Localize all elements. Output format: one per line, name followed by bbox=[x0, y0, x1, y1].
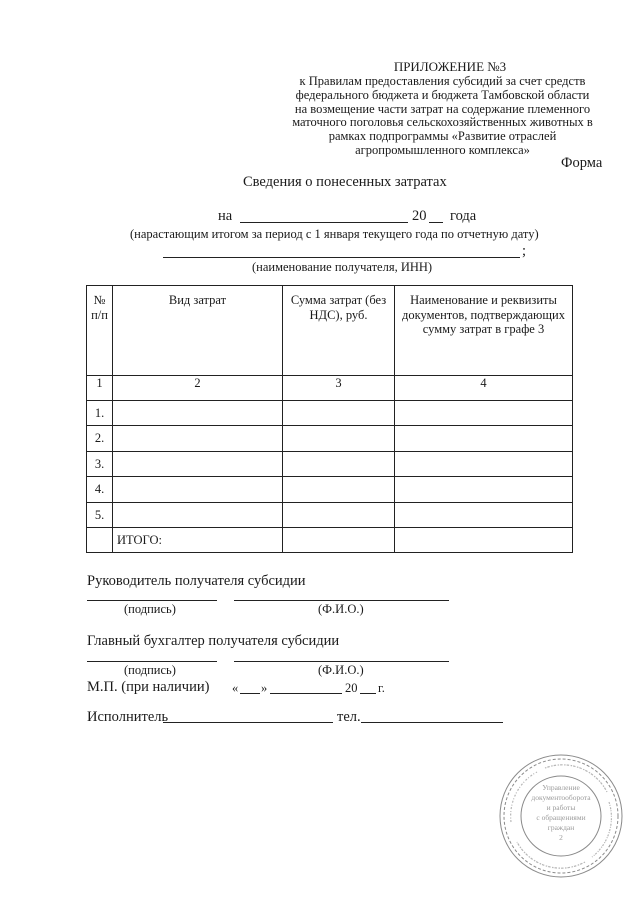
date-suffix: года bbox=[450, 208, 477, 224]
stamp-inner-line: Управление bbox=[542, 783, 580, 792]
amount-cell[interactable] bbox=[283, 426, 395, 452]
table-row bbox=[87, 477, 573, 503]
stamp-inner-line: с обращениями bbox=[536, 813, 586, 822]
appendix-line: федерального бюджета и бюджета Тамбовской области bbox=[295, 87, 590, 102]
documents-cell[interactable] bbox=[395, 426, 573, 452]
expense-type-cell[interactable] bbox=[113, 452, 283, 477]
header-amount: Сумма затрат (без НДС), руб. bbox=[283, 286, 395, 376]
year-blank-line bbox=[429, 222, 443, 223]
head-signature-line[interactable] bbox=[87, 600, 217, 601]
document-title: Сведения о понесенных затратах bbox=[243, 174, 447, 190]
total-documents-cell[interactable] bbox=[395, 528, 573, 553]
date-blank-line bbox=[240, 222, 408, 223]
column-number-row bbox=[87, 376, 573, 401]
executor-name-line[interactable] bbox=[163, 722, 333, 723]
row-number: 3. bbox=[87, 452, 113, 477]
row-number: 1. bbox=[87, 401, 113, 426]
total-row bbox=[87, 528, 573, 553]
accountant-sign-caption: (подпись) bbox=[124, 663, 176, 677]
table-row bbox=[87, 401, 573, 426]
table-row bbox=[87, 426, 573, 452]
row-number: 5. bbox=[87, 503, 113, 528]
documents-cell[interactable] bbox=[395, 401, 573, 426]
documents-cell[interactable] bbox=[395, 503, 573, 528]
expense-type-cell[interactable] bbox=[113, 477, 283, 503]
total-empty-cell bbox=[87, 528, 113, 553]
total-label: ИТОГО: bbox=[113, 528, 283, 553]
date-close-quote: » bbox=[261, 681, 268, 695]
year-short-blank-line[interactable] bbox=[360, 693, 376, 694]
row-number: 2. bbox=[87, 426, 113, 452]
table-row bbox=[87, 503, 573, 528]
expense-type-cell[interactable] bbox=[113, 401, 283, 426]
accountant-name-line[interactable] bbox=[234, 661, 449, 662]
expense-type-cell[interactable] bbox=[113, 503, 283, 528]
amount-cell[interactable] bbox=[283, 452, 395, 477]
row-number: 4. bbox=[87, 477, 113, 503]
phone-blank-line[interactable] bbox=[361, 722, 503, 723]
phone-label: тел. bbox=[337, 709, 361, 725]
date-open-quote: « bbox=[232, 681, 239, 695]
appendix-title: ПРИЛОЖЕНИЕ №3 bbox=[393, 59, 507, 74]
stamp-inner-line: и работы bbox=[546, 803, 576, 812]
appendix-line: к Правилам предоставления субсидий за счет средств bbox=[299, 74, 586, 88]
seal-label: М.П. (при наличии) bbox=[87, 679, 210, 695]
expense-type-cell[interactable] bbox=[113, 426, 283, 452]
recipient-terminator: ; bbox=[522, 243, 527, 259]
stamp-inner-line: 2 bbox=[559, 833, 563, 842]
amount-cell[interactable] bbox=[283, 503, 395, 528]
header-expense-type: Вид затрат bbox=[113, 286, 283, 376]
table-row bbox=[87, 452, 573, 477]
accountant-label: Главный бухгалтер получателя субсидии bbox=[87, 633, 340, 649]
date-note: (нарастающим итогом за период с 1 января текущего года по отчетную дату) bbox=[130, 227, 539, 241]
appendix-line: маточного поголовья сельскохозяйственных животных в bbox=[292, 115, 593, 130]
stamp-inner-line: документооборота bbox=[531, 793, 591, 802]
amount-cell[interactable] bbox=[283, 477, 395, 503]
executor-label: Исполнитель bbox=[87, 709, 169, 725]
column-number: 3 bbox=[283, 376, 395, 401]
date-year: 20 bbox=[345, 681, 358, 695]
form-label: Форма bbox=[561, 155, 603, 171]
column-number: 2 bbox=[113, 376, 283, 401]
registration-stamp bbox=[497, 752, 625, 880]
accountant-name-caption: (Ф.И.О.) bbox=[318, 663, 364, 677]
stamp-seal-graphic bbox=[497, 752, 625, 880]
head-sign-caption: (подпись) bbox=[124, 602, 176, 616]
appendix-line: агропромышленного комплекса» bbox=[355, 142, 530, 157]
appendix-line: рамках подпрограммы «Развитие отраслей bbox=[328, 129, 557, 144]
month-blank-line[interactable] bbox=[270, 693, 342, 694]
expenses-table bbox=[86, 285, 573, 553]
column-number: 1 bbox=[87, 376, 113, 401]
table-header-row bbox=[87, 286, 573, 376]
recipient-blank-line bbox=[163, 257, 520, 258]
date-year-suffix: г. bbox=[378, 681, 385, 695]
head-name-caption: (Ф.И.О.) bbox=[318, 602, 364, 616]
head-label: Руководитель получателя субсидии bbox=[87, 573, 306, 589]
documents-cell[interactable] bbox=[395, 477, 573, 503]
accountant-signature-line[interactable] bbox=[87, 661, 217, 662]
date-year-prefix: 20 bbox=[412, 208, 427, 224]
date-prefix: на bbox=[218, 208, 233, 224]
appendix-description bbox=[270, 75, 615, 158]
header-number: № п/п bbox=[87, 286, 113, 376]
documents-cell[interactable] bbox=[395, 452, 573, 477]
total-amount-cell[interactable] bbox=[283, 528, 395, 553]
head-name-line[interactable] bbox=[234, 600, 449, 601]
stamp-inner-line: граждан bbox=[547, 823, 575, 832]
day-blank-line[interactable] bbox=[240, 693, 260, 694]
column-number: 4 bbox=[395, 376, 573, 401]
amount-cell[interactable] bbox=[283, 401, 395, 426]
appendix-line: на возмещение части затрат на содержание племенного bbox=[294, 101, 591, 116]
header-documents: Наименование и реквизиты документов, подтверждающих сумму затрат в графе 3 bbox=[395, 286, 573, 376]
recipient-caption: (наименование получателя, ИНН) bbox=[252, 260, 433, 274]
